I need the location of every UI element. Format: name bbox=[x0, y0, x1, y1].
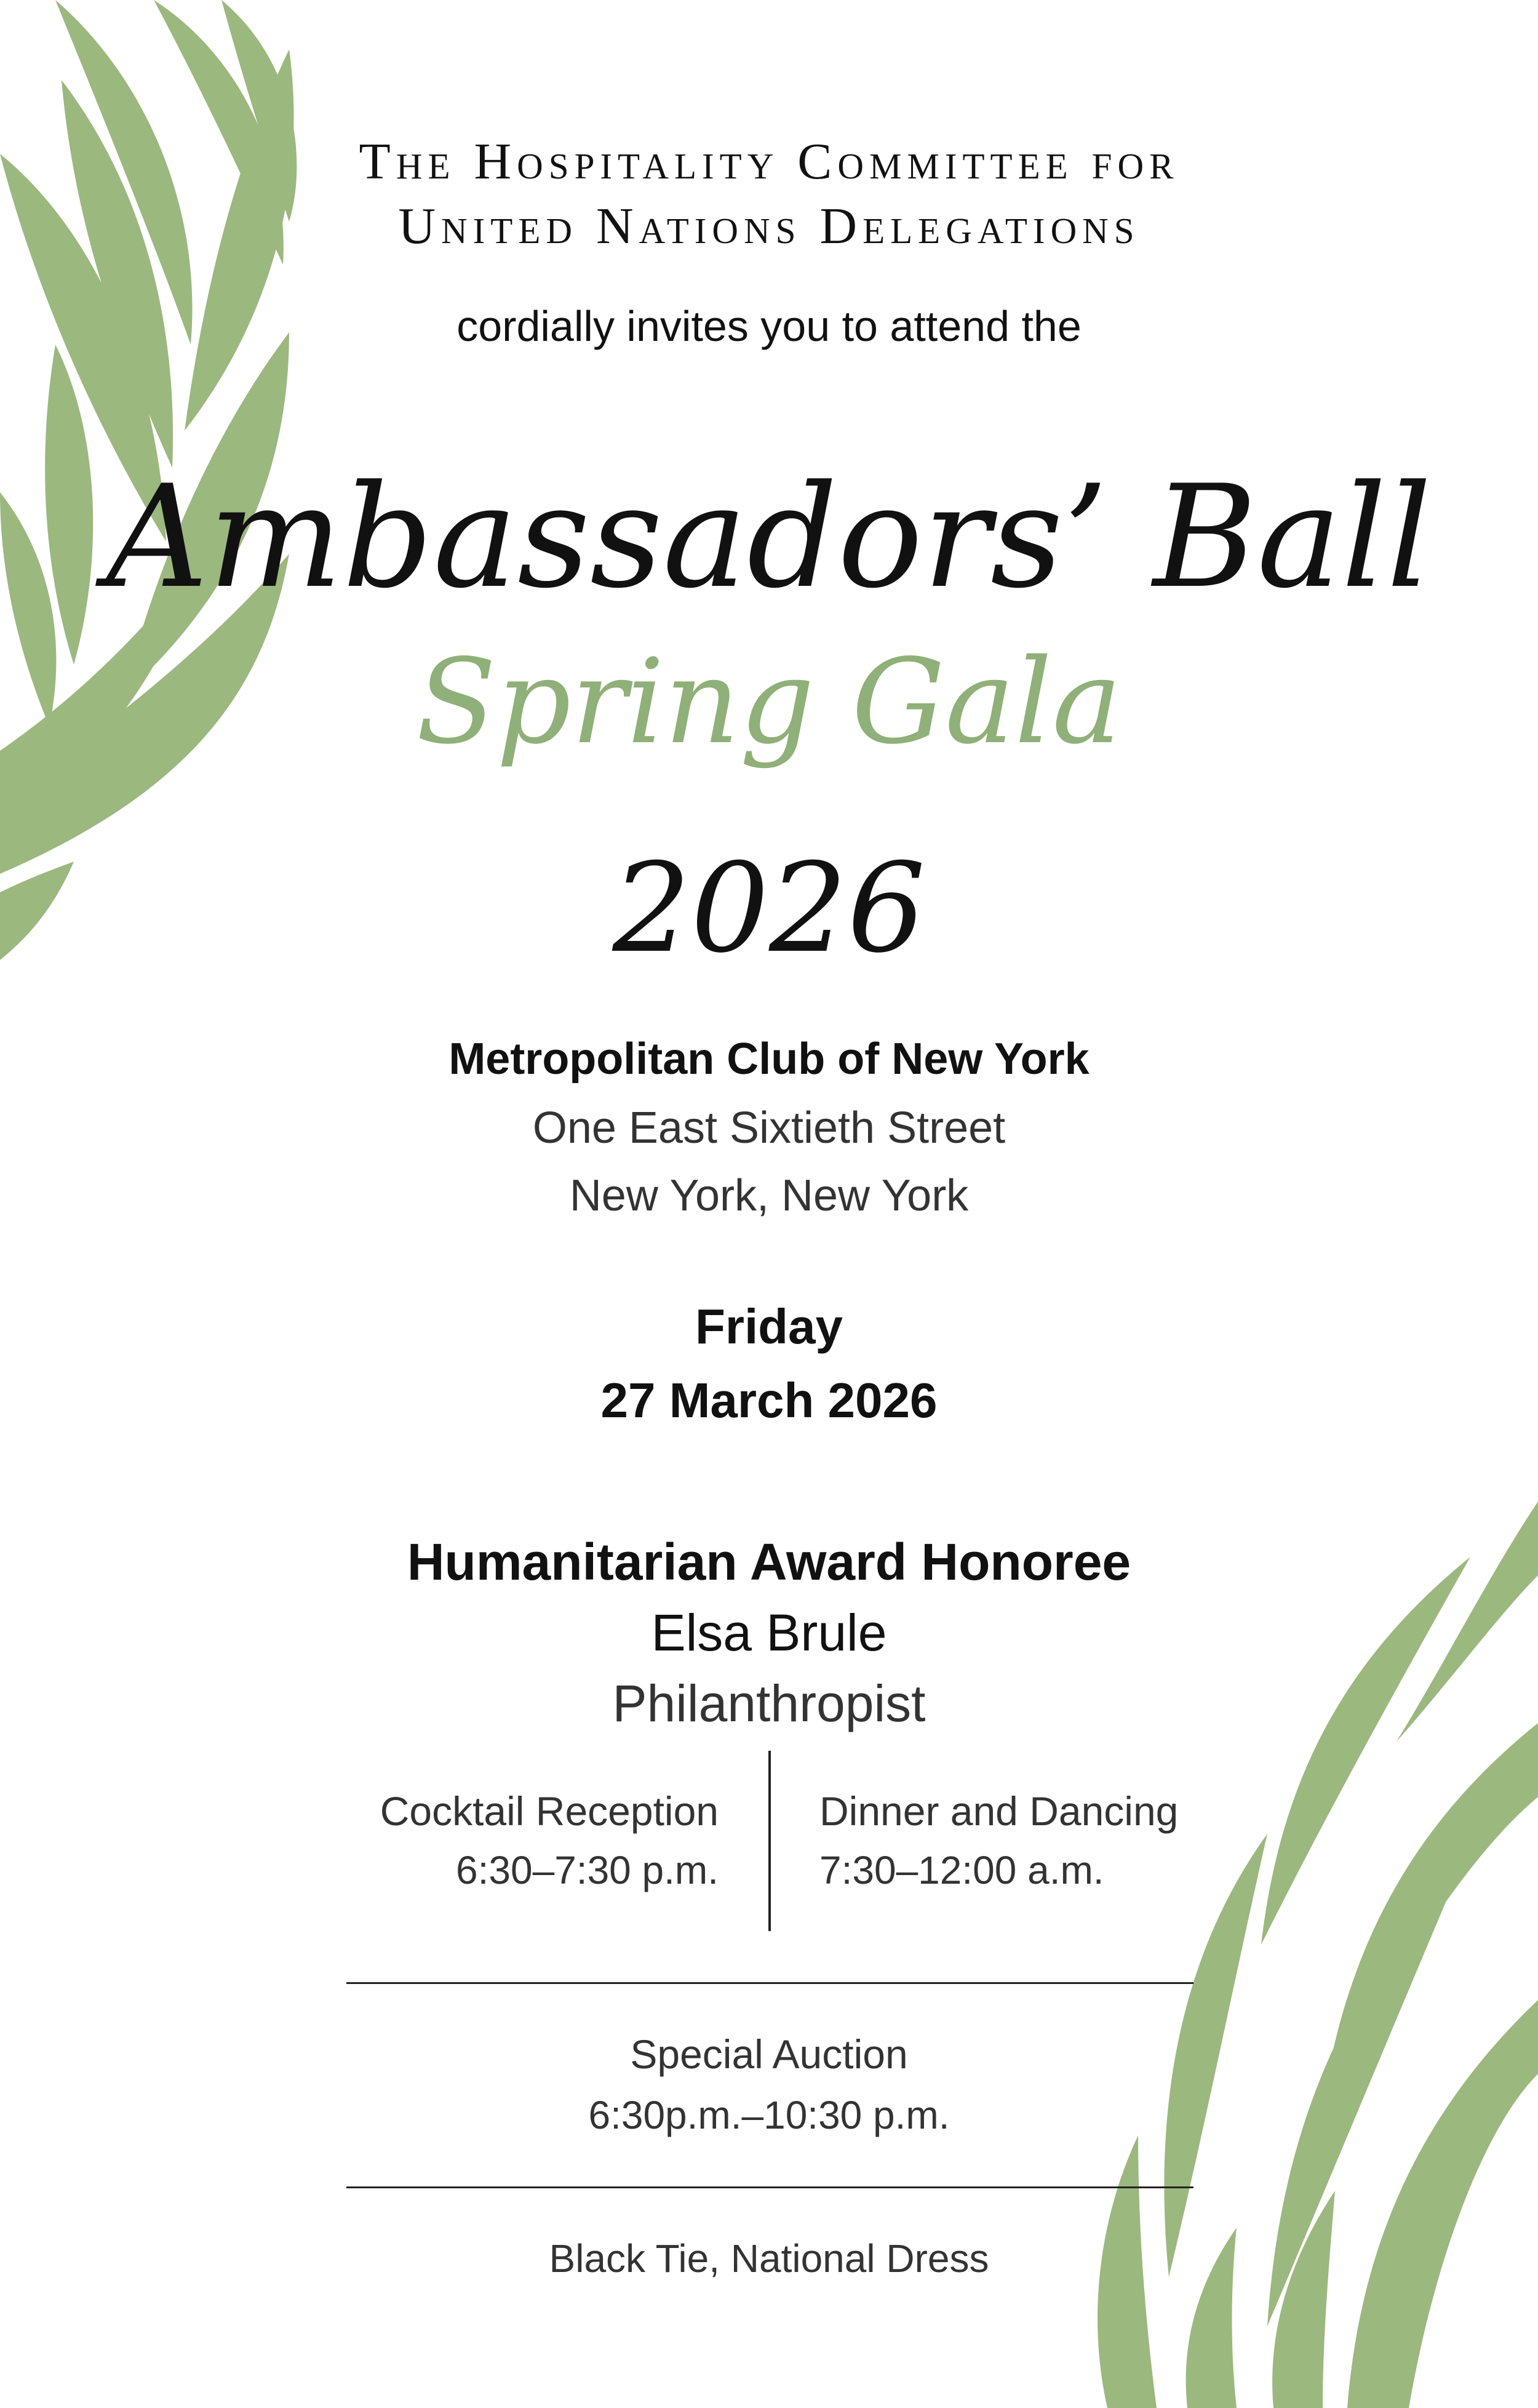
venue-name: Metropolitan Club of New York bbox=[448, 1034, 1090, 1084]
event-title: Ambassadors’ Ball bbox=[106, 455, 1432, 620]
event-date: 27 March 2026 bbox=[600, 1373, 938, 1428]
event-day: Friday bbox=[695, 1299, 843, 1354]
organization-line-2: United Nations Delegations bbox=[398, 198, 1140, 255]
schedule-divider bbox=[768, 1751, 771, 1931]
cocktail-reception-time: 6:30–7:30 p.m. bbox=[456, 1848, 719, 1892]
honoree-title: Philanthropist bbox=[612, 1674, 926, 1732]
auction-time: 6:30p.m.–10:30 p.m. bbox=[588, 2093, 950, 2137]
honoree-name: Elsa Brule bbox=[651, 1604, 887, 1662]
auction-label: Special Auction bbox=[630, 2031, 908, 2077]
dinner-dancing-time: 7:30–12:00 a.m. bbox=[819, 1848, 1104, 1892]
organization-line-1: The Hospitality Committee for bbox=[359, 133, 1179, 190]
invitation-text: cordially invites you to attend the bbox=[456, 302, 1082, 350]
dinner-dancing-label: Dinner and Dancing bbox=[819, 1788, 1179, 1834]
venue-city: New York, New York bbox=[569, 1171, 969, 1220]
honoree-heading: Humanitarian Award Honoree bbox=[407, 1533, 1131, 1591]
dress-code: Black Tie, National Dress bbox=[549, 2236, 989, 2281]
divider-bottom bbox=[346, 2186, 1193, 2188]
cocktail-reception-label: Cocktail Reception bbox=[380, 1788, 719, 1834]
event-year: 2026 bbox=[612, 837, 926, 980]
divider-top bbox=[346, 1982, 1193, 1984]
venue-street: One East Sixtieth Street bbox=[532, 1103, 1006, 1153]
event-subtitle: Spring Gala bbox=[416, 634, 1122, 770]
